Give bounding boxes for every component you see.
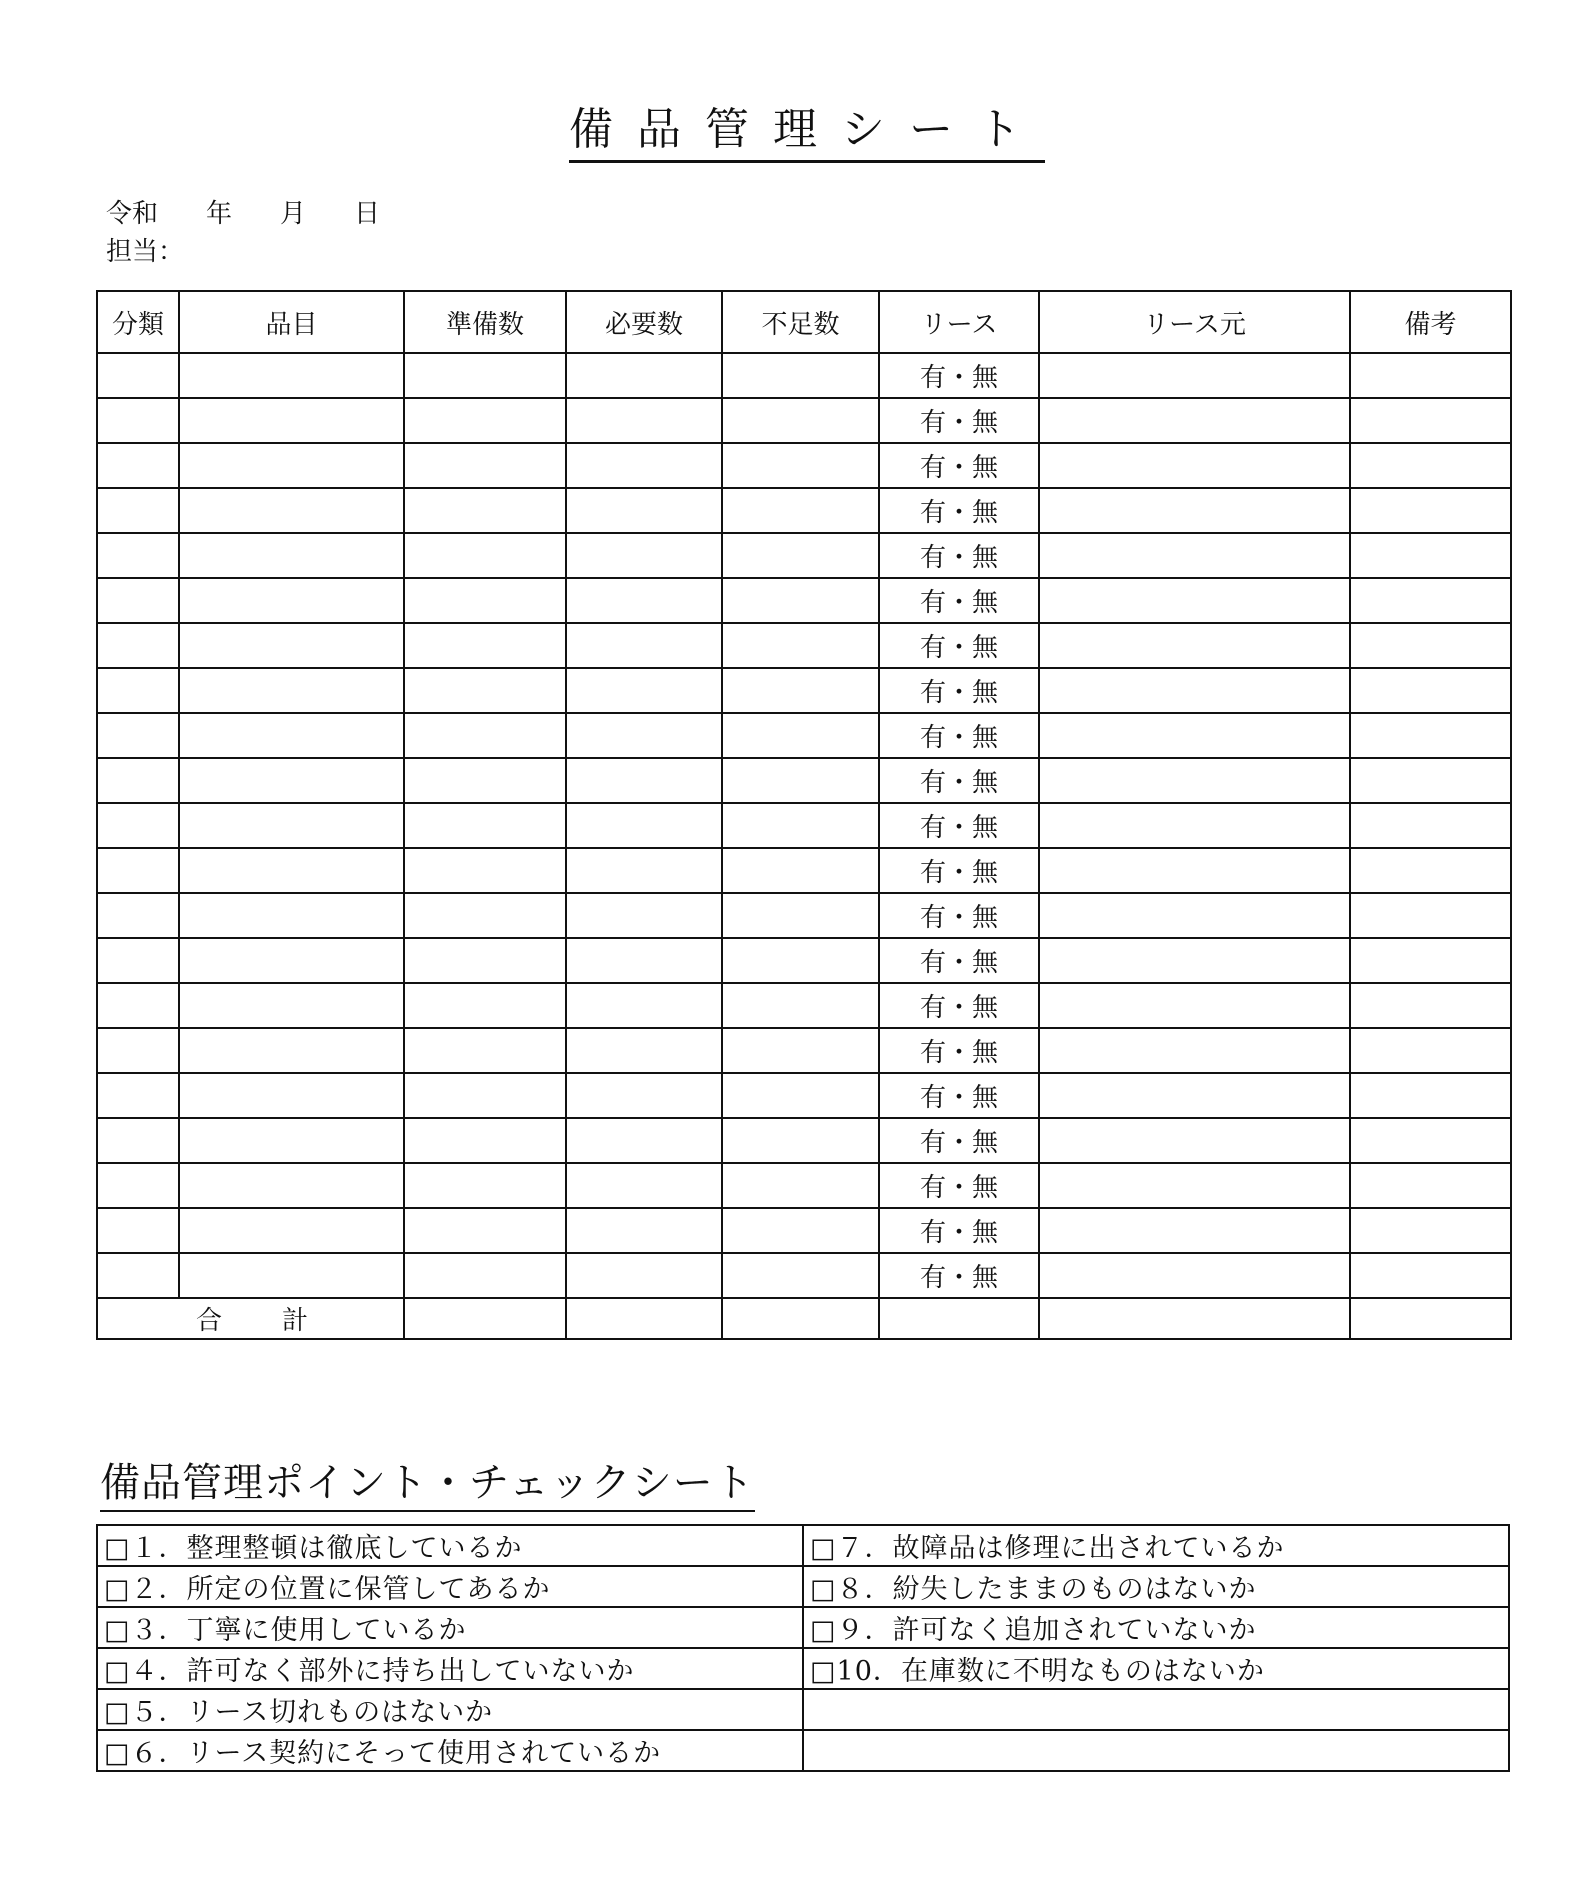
cell-required[interactable] [566,668,722,713]
cell-category[interactable] [97,1073,179,1118]
cell-lease-source[interactable] [1039,1118,1350,1163]
cell-lease[interactable]: 有・無 [879,848,1039,893]
cell-lease-source[interactable] [1039,983,1350,1028]
cell-required[interactable] [566,398,722,443]
equipment-table [96,290,1512,1340]
cell-required[interactable] [566,578,722,623]
cell-lease-source[interactable] [1039,848,1350,893]
cell-item[interactable] [179,1028,404,1073]
checklist-item-1[interactable]: □１．整理整頓は徹底しているか [97,1525,803,1566]
col-shortage: 不足数 [722,291,879,353]
checklist-item-4[interactable]: □４．許可なく部外に持ち出していないか [97,1648,803,1689]
cell-shortage[interactable] [722,578,879,623]
cell-required[interactable] [566,983,722,1028]
cell-required[interactable] [566,488,722,533]
cell-remarks[interactable] [1350,488,1511,533]
cell-category[interactable] [97,1208,179,1253]
cell-remarks[interactable] [1350,758,1511,803]
date-line [106,198,428,230]
cell-required[interactable] [566,353,722,398]
checklist-item-6[interactable]: □６．リース契約にそって使用されているか [97,1730,803,1771]
cell-shortage[interactable] [722,1208,879,1253]
cell-item[interactable] [179,1073,404,1118]
col-remarks: 備考 [1350,291,1511,353]
table-row [97,1253,1511,1298]
col-required: 必要数 [566,291,722,353]
cell-prepared[interactable] [404,623,566,668]
cell-lease-source[interactable] [1039,1163,1350,1208]
cell-remarks[interactable] [1350,893,1511,938]
cell-remarks[interactable] [1350,353,1511,398]
total-lease[interactable] [879,1298,1039,1339]
total-label: 合計 [196,1306,369,1336]
checklist-item-2[interactable]: □２．所定の位置に保管してあるか [97,1566,803,1607]
cell-shortage[interactable] [722,668,879,713]
col-category: 分類 [97,291,179,353]
cell-remarks[interactable] [1350,938,1511,983]
col-prepared: 準備数 [404,291,566,353]
cell-lease-source[interactable] [1039,398,1350,443]
cell-shortage[interactable] [722,713,879,758]
cell-lease[interactable]: 有・無 [879,893,1039,938]
cell-prepared[interactable] [404,1073,566,1118]
checklist-item-9[interactable]: □９．許可なく追加されていないか [803,1607,1509,1648]
cell-lease[interactable]: 有・無 [879,353,1039,398]
checklist-item-5[interactable]: □５．リース切れものはないか [97,1689,803,1730]
table-row [97,578,1511,623]
cell-lease-source[interactable] [1039,1073,1350,1118]
cell-lease-source[interactable] [1039,938,1350,983]
cell-lease-source[interactable] [1039,893,1350,938]
cell-remarks[interactable] [1350,443,1511,488]
cell-shortage[interactable] [722,893,879,938]
cell-lease[interactable]: 有・無 [879,713,1039,758]
cell-shortage[interactable] [722,938,879,983]
col-item: 品目 [179,291,404,353]
cell-lease[interactable]: 有・無 [879,578,1039,623]
cell-remarks[interactable] [1350,578,1511,623]
cell-item[interactable] [179,983,404,1028]
table-row [97,533,1511,578]
cell-required[interactable] [566,1208,722,1253]
cell-remarks[interactable] [1350,1163,1511,1208]
cell-lease-source[interactable] [1039,1253,1350,1298]
cell-shortage[interactable] [722,1253,879,1298]
table-row [97,353,1511,398]
cell-shortage[interactable] [722,488,879,533]
checklist-row [97,1689,1509,1730]
cell-prepared[interactable] [404,803,566,848]
cell-category[interactable] [97,1253,179,1298]
cell-item[interactable] [179,1163,404,1208]
cell-category[interactable] [97,938,179,983]
total-remarks[interactable] [1350,1298,1511,1339]
year-label: 年 [206,199,233,229]
cell-prepared[interactable] [404,443,566,488]
day-label: 日 [354,199,381,229]
table-row [97,893,1511,938]
cell-category[interactable] [97,1118,179,1163]
cell-category[interactable] [97,758,179,803]
cell-lease[interactable]: 有・無 [879,758,1039,803]
table-row [97,443,1511,488]
table-row [97,668,1511,713]
cell-prepared[interactable] [404,353,566,398]
cell-lease[interactable]: 有・無 [879,443,1039,488]
cell-lease-source[interactable] [1039,443,1350,488]
cell-item[interactable] [179,488,404,533]
checklist-item-7[interactable]: □７．故障品は修理に出されているか [803,1525,1509,1566]
cell-category[interactable] [97,1163,179,1208]
checklist-row [97,1730,1509,1771]
checklist-row [97,1648,1509,1689]
cell-lease-source[interactable] [1039,803,1350,848]
cell-item[interactable] [179,533,404,578]
cell-lease-source[interactable] [1039,668,1350,713]
cell-category[interactable] [97,803,179,848]
cell-prepared[interactable] [404,578,566,623]
table-row [97,1118,1511,1163]
cell-item[interactable] [179,893,404,938]
cell-remarks[interactable] [1350,803,1511,848]
cell-prepared[interactable] [404,983,566,1028]
cell-shortage[interactable] [722,758,879,803]
cell-category[interactable] [97,578,179,623]
cell-shortage[interactable] [722,443,879,488]
total-shortage[interactable] [722,1298,879,1339]
total-label-cell [97,1298,404,1339]
cell-remarks[interactable] [1350,983,1511,1028]
staff-label: 担当： [106,237,185,267]
checklist-item-10[interactable]: □10．在庫数に不明なものはないか [803,1648,1509,1689]
cell-remarks[interactable] [1350,398,1511,443]
cell-prepared[interactable] [404,1163,566,1208]
cell-category[interactable] [97,713,179,758]
table-header-row [97,291,1511,353]
cell-lease[interactable]: 有・無 [879,488,1039,533]
cell-prepared[interactable] [404,1253,566,1298]
cell-shortage[interactable] [722,803,879,848]
checklist-row [97,1607,1509,1648]
cell-lease-source[interactable] [1039,533,1350,578]
cell-required[interactable] [566,1028,722,1073]
cell-required[interactable] [566,443,722,488]
cell-remarks[interactable] [1350,533,1511,578]
cell-required[interactable] [566,803,722,848]
cell-shortage[interactable] [722,1028,879,1073]
cell-remarks[interactable] [1350,668,1511,713]
cell-category[interactable] [97,533,179,578]
cell-category[interactable] [97,893,179,938]
cell-item[interactable] [179,1208,404,1253]
cell-remarks[interactable] [1350,848,1511,893]
cell-remarks[interactable] [1350,713,1511,758]
cell-remarks[interactable] [1350,1208,1511,1253]
total-required[interactable] [566,1298,722,1339]
table-row [97,713,1511,758]
cell-required[interactable] [566,1073,722,1118]
cell-shortage[interactable] [722,623,879,668]
cell-lease-source[interactable] [1039,623,1350,668]
cell-shortage[interactable] [722,848,879,893]
col-lease: リース [879,291,1039,353]
cell-lease[interactable]: 有・無 [879,938,1039,983]
cell-lease[interactable]: 有・無 [879,1163,1039,1208]
cell-prepared[interactable] [404,398,566,443]
cell-item[interactable] [179,353,404,398]
table-row [97,488,1511,533]
total-row [97,1298,1511,1339]
cell-prepared[interactable] [404,1118,566,1163]
cell-remarks[interactable] [1350,623,1511,668]
cell-category[interactable] [97,488,179,533]
cell-lease-source[interactable] [1039,1208,1350,1253]
cell-shortage[interactable] [722,533,879,578]
cell-remarks[interactable] [1350,1253,1511,1298]
cell-shortage[interactable] [722,1163,879,1208]
cell-prepared[interactable] [404,848,566,893]
table-row [97,623,1511,668]
cell-lease[interactable]: 有・無 [879,1028,1039,1073]
cell-lease-source[interactable] [1039,488,1350,533]
cell-item[interactable] [179,623,404,668]
cell-item[interactable] [179,443,404,488]
cell-item[interactable] [179,938,404,983]
cell-lease[interactable]: 有・無 [879,1208,1039,1253]
cell-item[interactable] [179,713,404,758]
col-lease-source: リース元 [1039,291,1350,353]
cell-item[interactable] [179,803,404,848]
table-row [97,758,1511,803]
cell-lease[interactable]: 有・無 [879,983,1039,1028]
cell-prepared[interactable] [404,938,566,983]
cell-prepared[interactable] [404,1208,566,1253]
cell-item[interactable] [179,398,404,443]
cell-lease[interactable]: 有・無 [879,668,1039,713]
total-lease-source[interactable] [1039,1298,1350,1339]
cell-category[interactable] [97,398,179,443]
cell-required[interactable] [566,758,722,803]
cell-required[interactable] [566,1118,722,1163]
cell-lease[interactable]: 有・無 [879,1253,1039,1298]
table-row [97,398,1511,443]
cell-item[interactable] [179,848,404,893]
cell-item[interactable] [179,1253,404,1298]
cell-shortage[interactable] [722,983,879,1028]
cell-lease-source[interactable] [1039,1028,1350,1073]
cell-remarks[interactable] [1350,1073,1511,1118]
table-row [97,803,1511,848]
cell-required[interactable] [566,1163,722,1208]
cell-prepared[interactable] [404,713,566,758]
cell-required[interactable] [566,533,722,578]
checklist-title: 備品管理ポイント・チェックシート [100,1458,755,1512]
cell-category[interactable] [97,848,179,893]
cell-prepared[interactable] [404,758,566,803]
checklist-table [96,1524,1510,1772]
checklist-row [97,1525,1509,1566]
table-row [97,1163,1511,1208]
cell-prepared[interactable] [404,893,566,938]
table-row [97,938,1511,983]
cell-required[interactable] [566,623,722,668]
table-row [97,1073,1511,1118]
cell-required[interactable] [566,848,722,893]
cell-lease[interactable]: 有・無 [879,803,1039,848]
cell-prepared[interactable] [404,1028,566,1073]
cell-shortage[interactable] [722,353,879,398]
cell-required[interactable] [566,893,722,938]
cell-category[interactable] [97,443,179,488]
cell-lease[interactable]: 有・無 [879,1118,1039,1163]
cell-category[interactable] [97,1028,179,1073]
cell-lease-source[interactable] [1039,353,1350,398]
cell-prepared[interactable] [404,488,566,533]
table-row [97,848,1511,893]
cell-item[interactable] [179,1118,404,1163]
cell-category[interactable] [97,983,179,1028]
cell-remarks[interactable] [1350,1028,1511,1073]
month-label: 月 [280,199,307,229]
cell-category[interactable] [97,353,179,398]
checklist-empty-cell [803,1689,1509,1730]
cell-remarks[interactable] [1350,1118,1511,1163]
cell-shortage[interactable] [722,1118,879,1163]
cell-item[interactable] [179,758,404,803]
cell-shortage[interactable] [722,1073,879,1118]
cell-item[interactable] [179,668,404,713]
cell-required[interactable] [566,713,722,758]
cell-lease[interactable]: 有・無 [879,1073,1039,1118]
page-title: 備品管理シート [0,104,1590,163]
cell-lease-source[interactable] [1039,713,1350,758]
cell-required[interactable] [566,1253,722,1298]
total-prepared[interactable] [404,1298,566,1339]
checklist-item-3[interactable]: □３．丁寧に使用しているか [97,1607,803,1648]
cell-shortage[interactable] [722,398,879,443]
table-row [97,1028,1511,1073]
cell-item[interactable] [179,578,404,623]
cell-category[interactable] [97,668,179,713]
cell-lease[interactable]: 有・無 [879,533,1039,578]
table-row [97,1208,1511,1253]
era-label: 令和 [106,199,159,229]
cell-prepared[interactable] [404,533,566,578]
cell-category[interactable] [97,623,179,668]
checklist-row [97,1566,1509,1607]
cell-required[interactable] [566,938,722,983]
cell-lease-source[interactable] [1039,578,1350,623]
checklist-empty-cell [803,1730,1509,1771]
cell-lease-source[interactable] [1039,758,1350,803]
cell-lease[interactable]: 有・無 [879,398,1039,443]
cell-prepared[interactable] [404,668,566,713]
cell-lease[interactable]: 有・無 [879,623,1039,668]
table-row [97,983,1511,1028]
checklist-item-8[interactable]: □８．紛失したままのものはないか [803,1566,1509,1607]
